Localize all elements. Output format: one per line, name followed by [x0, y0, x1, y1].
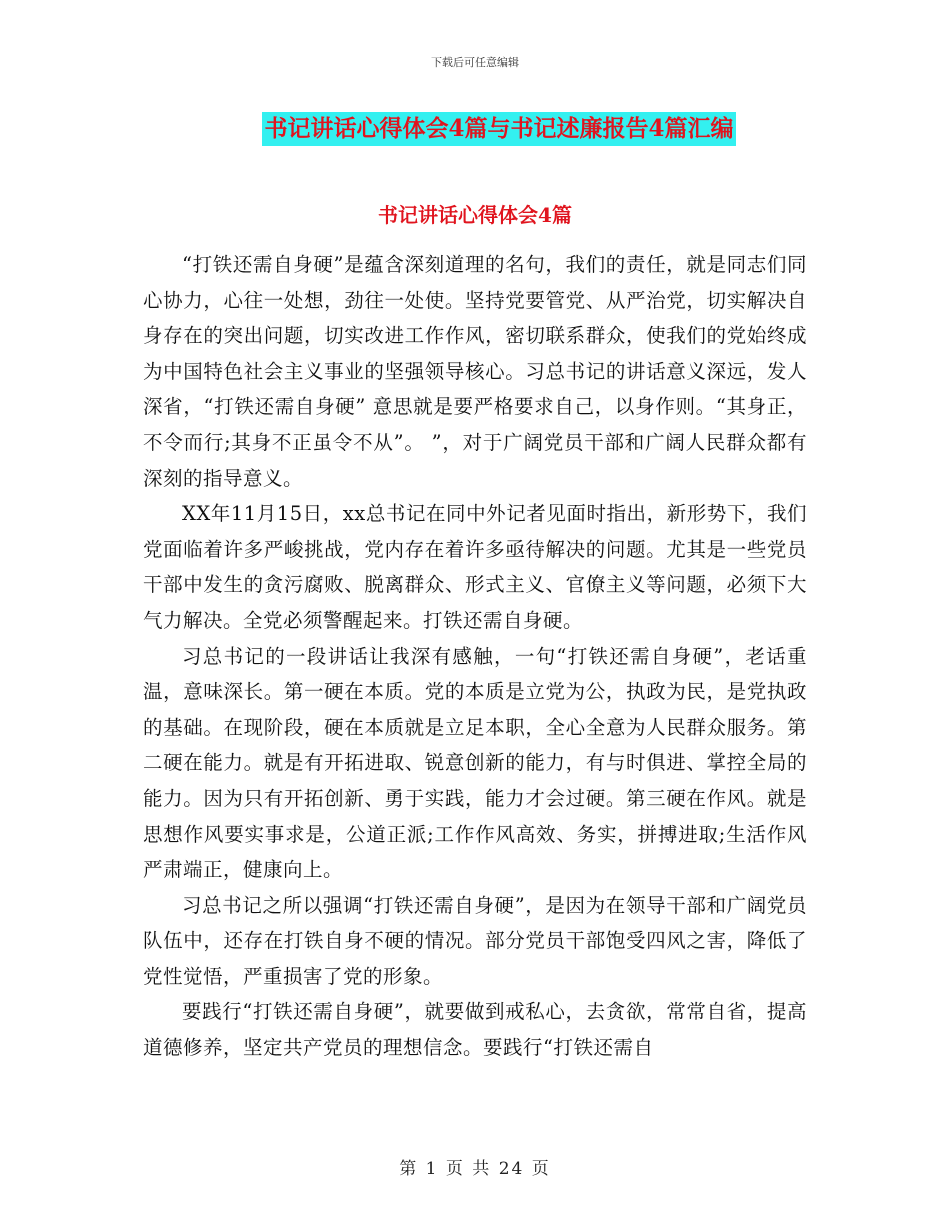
main-title-container: [0, 112, 950, 146]
paragraph-2: XX年11月15日，xx总书记在同中外记者见面时指出，新形势下，我们党面临着许多严峻挑战，党内存在着许多亟待解决的问题。尤其是一些党员干部中发生的贪污腐败、脱离群众、形式主义、官僚主义等问题，必须下大气力解决。全党必须警醒起来。打铁还需自身硬。: [143, 502, 807, 632]
section-title: 书记讲话心得体会4篇: [378, 203, 572, 227]
main-title: 书记讲话心得体会4篇与书记述廉报告4篇汇编: [262, 112, 735, 146]
body-text: [143, 247, 807, 1066]
paragraph-1: “打铁还需自身硬”是蕴含深刻道理的名句，我们的责任，就是同志们同心协力，心往一处想，劲往一处使。坚持党要管党、从严治党，切实解决自身存在的突出问题，切实改进工作作风，密切联系群众，使我们的党始终成为中国特色社会主义事业的坚强领导核心。习总书记的讲话意义深远，发人深省，“打铁还需自身硬” 意思就是要严格要求自己，以身作则。“其身正，不令而行;其身不正虽令不从”。 ”，对于广阔党员干部和广阔人民群众都有深刻的指导意义。: [143, 253, 807, 490]
header-note: 下载后可任意编辑: [431, 56, 519, 69]
page-footer: 第 1 页 共 24 页: [399, 1159, 551, 1179]
paragraph-3: 习总书记的一段讲话让我深有感触，一句“打铁还需自身硬”，老话重温，意味深长。第一硬在本质。党的本质是立党为公，执政为民，是党执政的基础。在现阶段，硬在本质就是立足本职，全心全意为人民群众服务。第二硬在能力。就是有开拓进取、锐意创新的能力，有与时俱进、掌控全局的能力。因为只有开拓创新、勇于实践，能力才会过硬。第三硬在作风。就是思想作风要实事求是，公道正派;工作作风高效、务实，拼搏进取;生活作风严肃端正，健康向上。: [143, 644, 807, 882]
paragraph-5: 要践行“打铁还需自身硬”，就要做到戒私心，去贪欲，常常自省，提高道德修养，坚定共产党员的理想信念。要践行“打铁还需自: [143, 1000, 807, 1060]
paragraph-4: 习总书记之所以强调“打铁还需自身硬”，是因为在领导干部和广阔党员队伍中，还存在打铁自身不硬的情况。部分党员干部饱受四风之害，降低了党性觉悟，严重损害了党的形象。: [143, 893, 807, 988]
